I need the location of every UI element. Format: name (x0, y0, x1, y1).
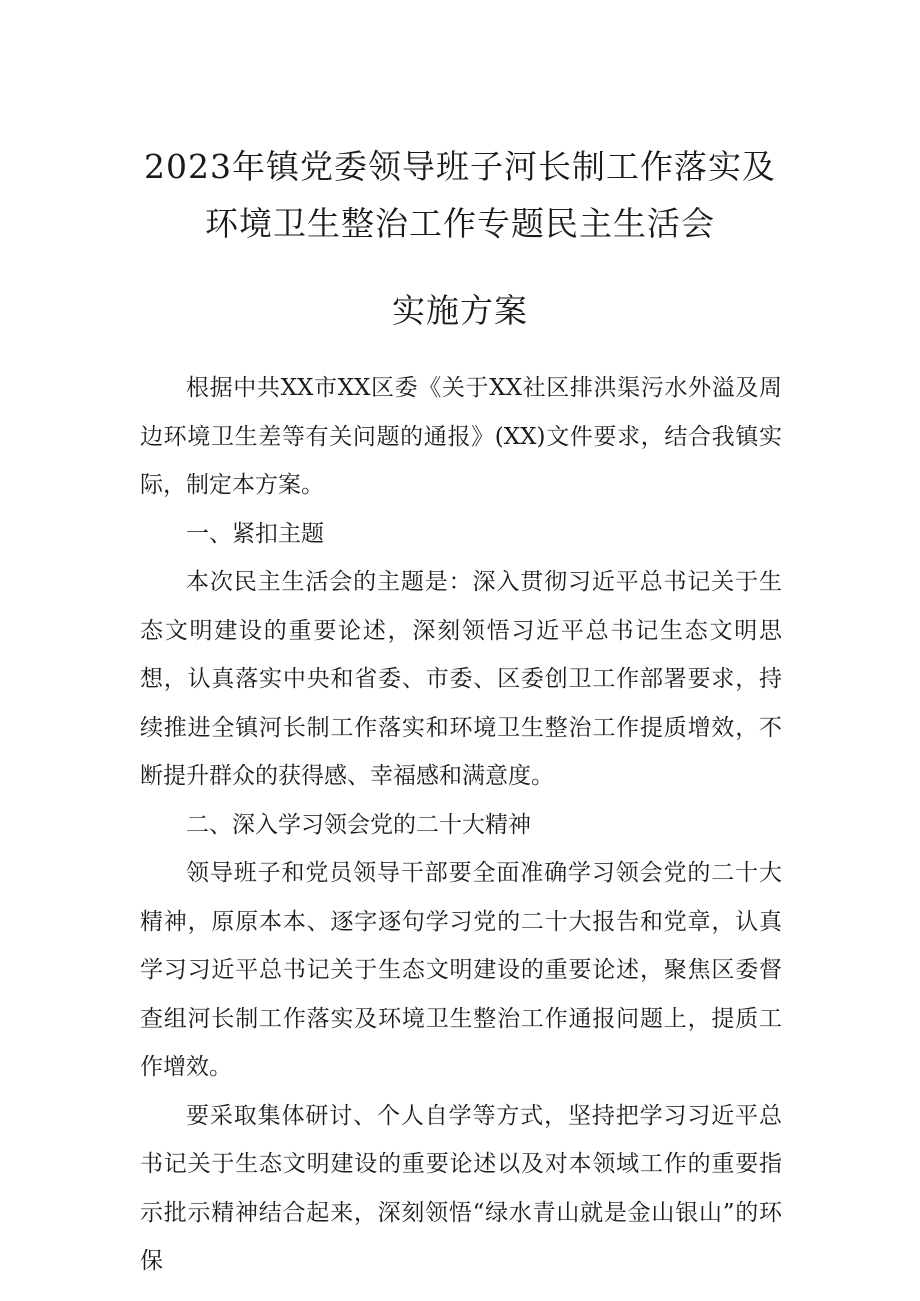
paragraph-methods: 要采取集体研讨、个人自学等方式，坚持把学习习近平总书记关于生态文明建设的重要论述以及对本领域工作的重要指示批示精神结合起来，深刻领悟“绿水青山就是金山银山”的环保 (140, 1102, 782, 1274)
title-line-1: 2023年镇党委领导班子河长制工作落实及 (144, 147, 776, 186)
paragraph-theme: 本次民主生活会的主题是：深入贯彻习近平总书记关于生态文明建设的重要论述，深刻领悟习近平总书记生态文明思想，认真落实中央和省委、市委、区委创卫工作部署要求，持续推进全镇河长制工作落实和环境卫生整治工作提质增效，不断提升群众的获得感、幸福感和满意度。 (140, 569, 782, 789)
paragraph-intro: 根据中共XX市XX区委《关于XX社区排洪渠污水外溢及周边环境卫生差等有关问题的通报》(XX)文件要求，结合我镇实际，制定本方案。 (140, 375, 782, 498)
document-body (140, 364, 782, 1286)
section-heading-1: 一、紧扣主题 (186, 520, 324, 547)
paragraph-study: 领导班子和党员领导干部要全面准确学习领会党的二十大精神，原原本本、逐字逐句学习党的二十大报告和党章，认真学习习近平总书记关于生态文明建设的重要论述，聚焦区委督查组河长制工作落实及环境卫生整治工作通报问题上，提质工作增效。 (140, 860, 782, 1080)
document-title (120, 138, 800, 339)
title-line-2: 环境卫生整治工作专题民主生活会 (205, 204, 715, 243)
title-line-3: 实施方案 (392, 291, 528, 330)
section-heading-2: 二、深入学习领会党的二十大精神 (186, 811, 531, 838)
